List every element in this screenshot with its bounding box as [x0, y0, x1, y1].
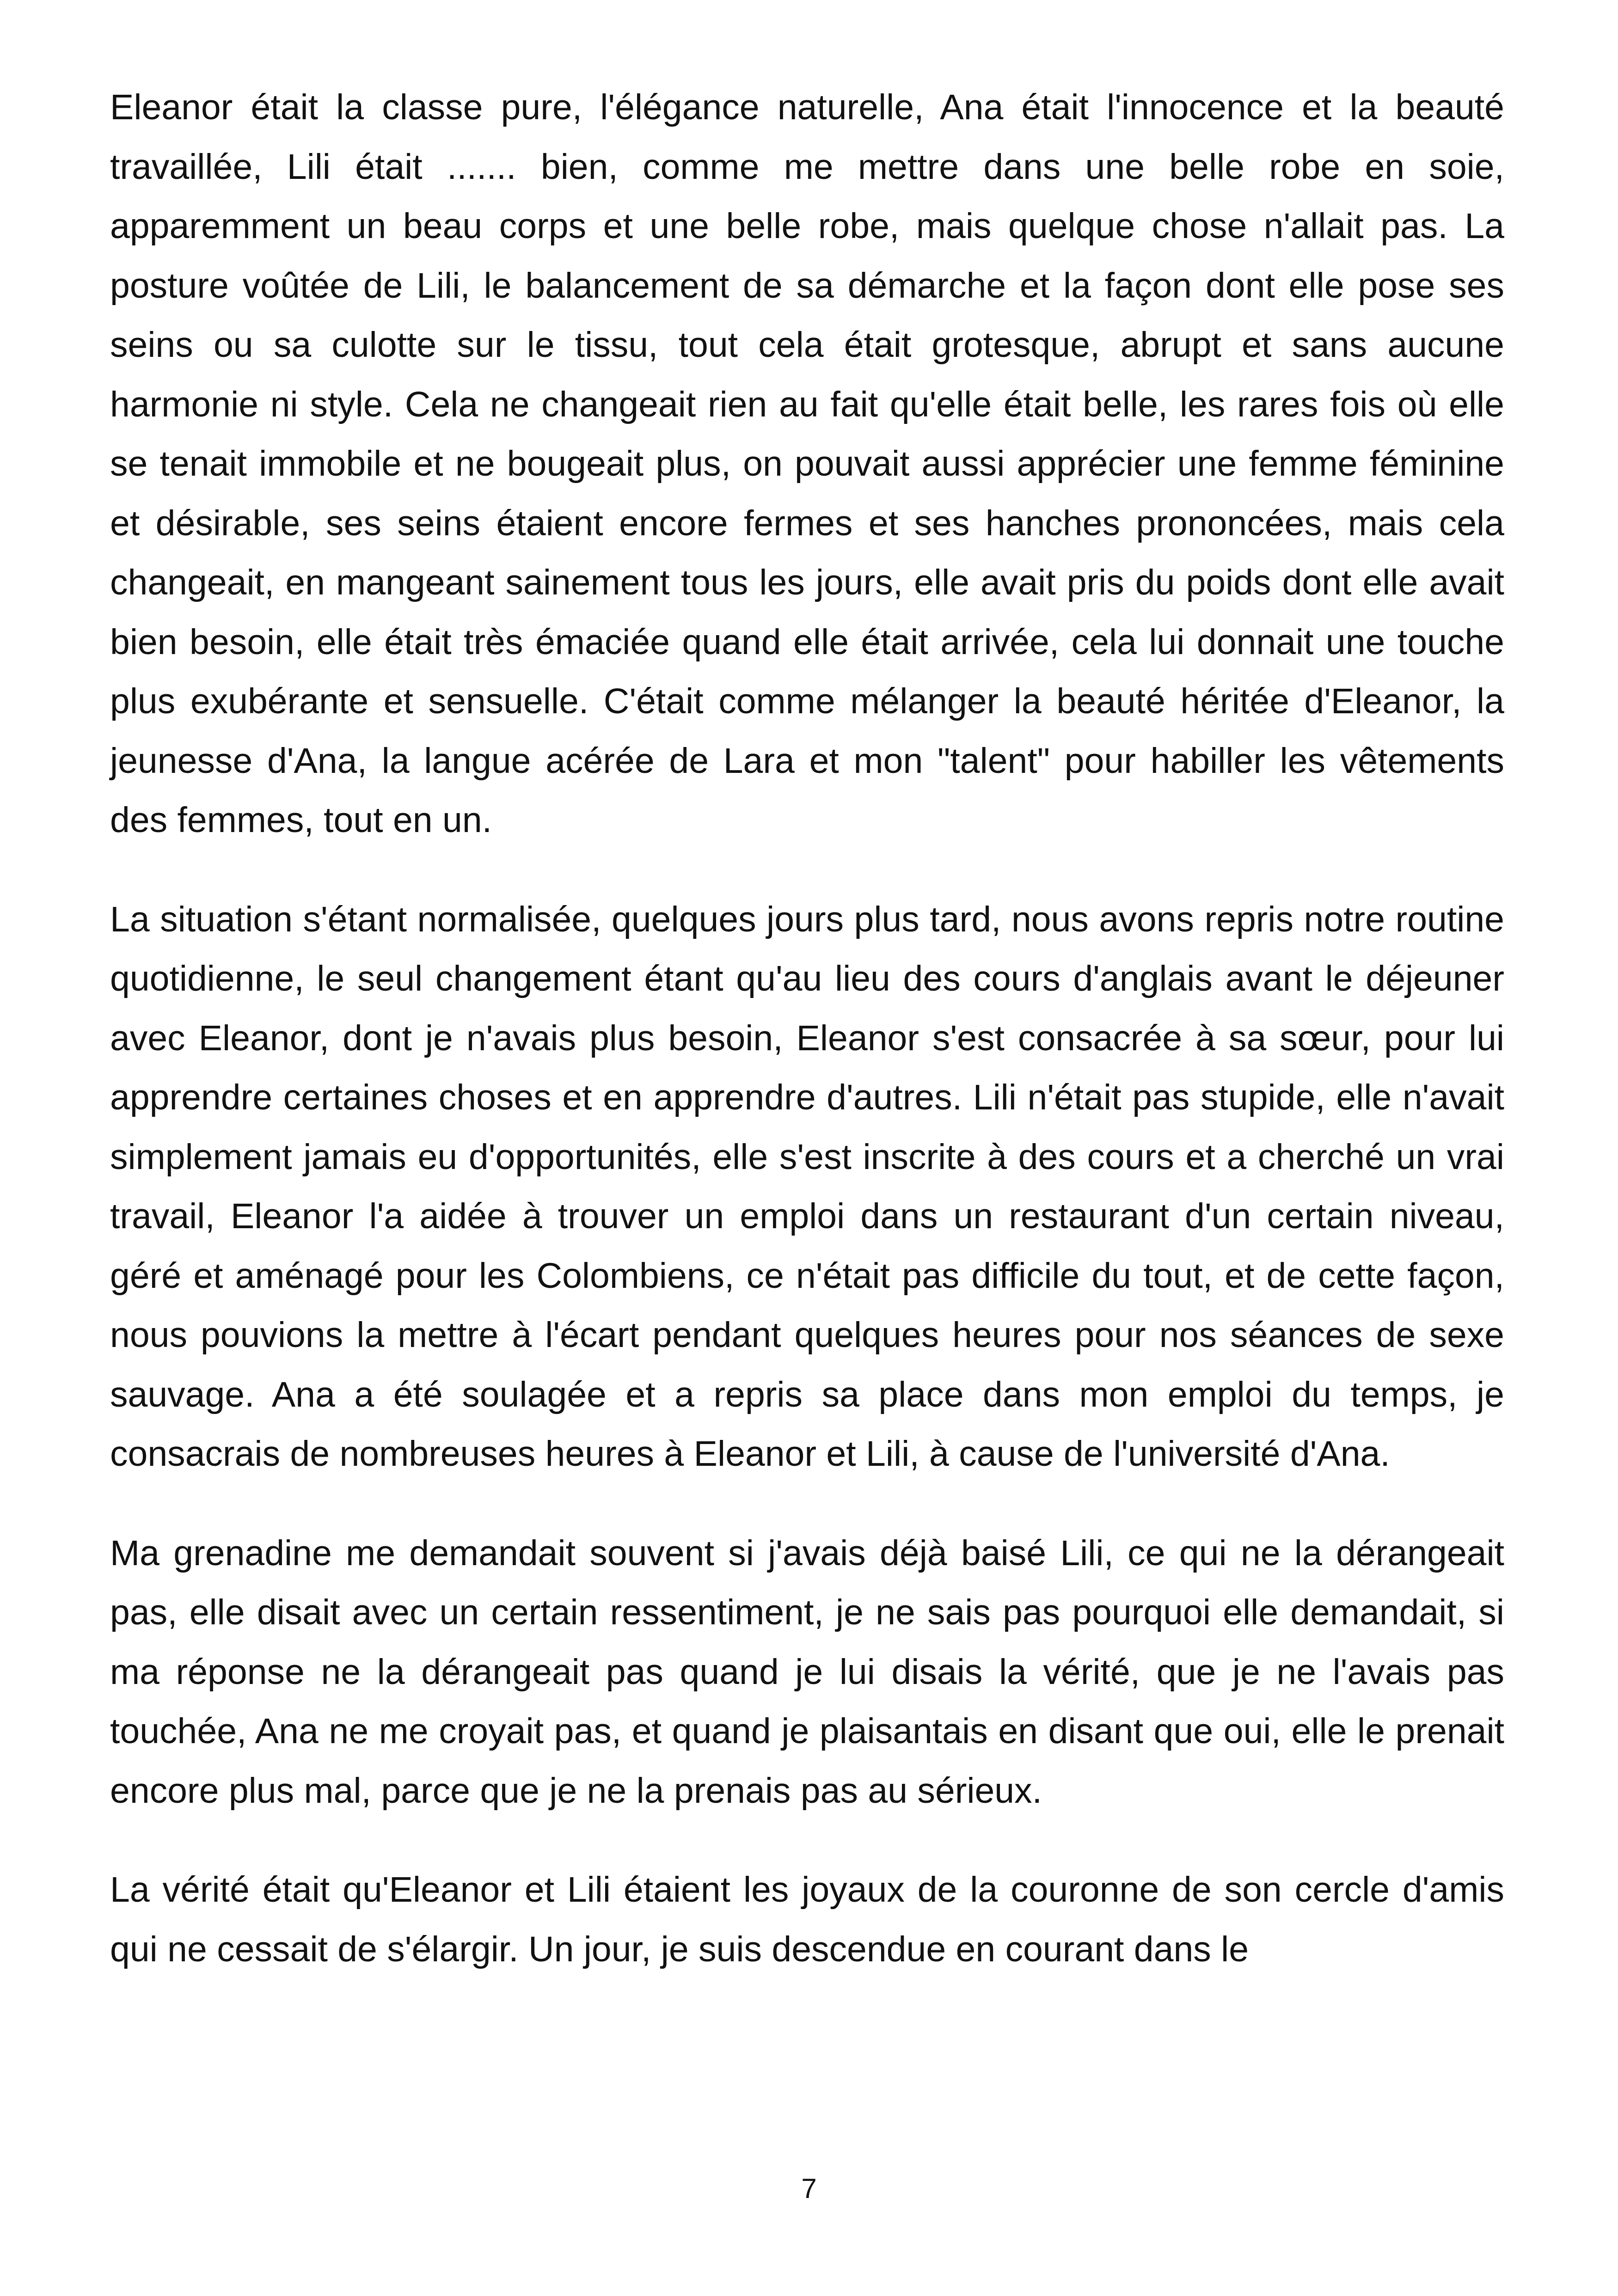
- paragraph-2: La situation s'étant normalisée, quelques jours plus tard, nous avons repris notre routine quotidienne, le seul changement étant qu'au lieu des cours d'anglais avant le déjeuner avec Eleanor, dont je n'avais plus besoin, Eleanor s'est consacrée à sa sœur, pour lui apprendre certaines choses et en apprendre d'autres. Lili n'était pas stupide, elle n'avait simplement jamais eu d'opportunités, elle s'est inscrite à des cours et a cherché un vrai travail, Eleanor l'a aidée à trouver un emploi dans un restaurant d'un certain niveau, géré et aménagé pour les Colombiens, ce n'était pas difficile du tout, et de cette façon, nous pouvions la mettre à l'écart pendant quelques heures pour nos séances de sexe sauvage. Ana a été soulagée et a repris sa place dans mon emploi du temps, je consacrais de nombreuses heures à Eleanor et Lili, à cause de l'université d'Ana.: [110, 899, 1504, 1474]
- page-number: 7: [801, 2173, 817, 2204]
- body-text: [110, 78, 1504, 2019]
- paragraph-4: La vérité était qu'Eleanor et Lili étaient les joyaux de la couronne de son cercle d'amis qui ne cessait de s'élargir. Un jour, je suis descendue en courant dans le: [110, 1870, 1504, 1969]
- paragraph-1: Eleanor était la classe pure, l'élégance naturelle, Ana était l'innocence et la beauté travaillée, Lili était ....... bien, comme me mettre dans une belle robe en soie, apparemment un beau corps et une belle robe, mais quelque chose n'allait pas. La posture voûtée de Lili, le balancement de sa démarche et la façon dont elle pose ses seins ou sa culotte sur le tissu, tout cela était grotesque, abrupt et sans aucune harmonie ni style. Cela ne changeait rien au fait qu'elle était belle, les rares fois où elle se tenait immobile et ne bougeait plus, on pouvait aussi apprécier une femme féminine et désirable, ses seins étaient encore fermes et ses hanches prononcées, mais cela changeait, en mangeant sainement tous les jours, elle avait pris du poids dont elle avait bien besoin, elle était très émaciée quand elle était arrivée, cela lui donnait une touche plus exubérante et sensuelle. C'était comme mélanger la beauté héritée d'Eleanor, la jeunesse d'Ana, la langue acérée de Lara et mon "talent" pour habiller les vêtements des femmes, tout en un.: [110, 87, 1504, 840]
- paragraph-3: Ma grenadine me demandait souvent si j'avais déjà baisé Lili, ce qui ne la dérangeait pas, elle disait avec un certain ressentiment, je ne sais pas pourquoi elle demandait, si ma réponse ne la dérangeait pas quand je lui disais la vérité, que je ne l'avais pas touchée, Ana ne me croyait pas, et quand je plaisantais en disant que oui, elle le prenait encore plus mal, parce que je ne la prenais pas au sérieux.: [110, 1533, 1504, 1811]
